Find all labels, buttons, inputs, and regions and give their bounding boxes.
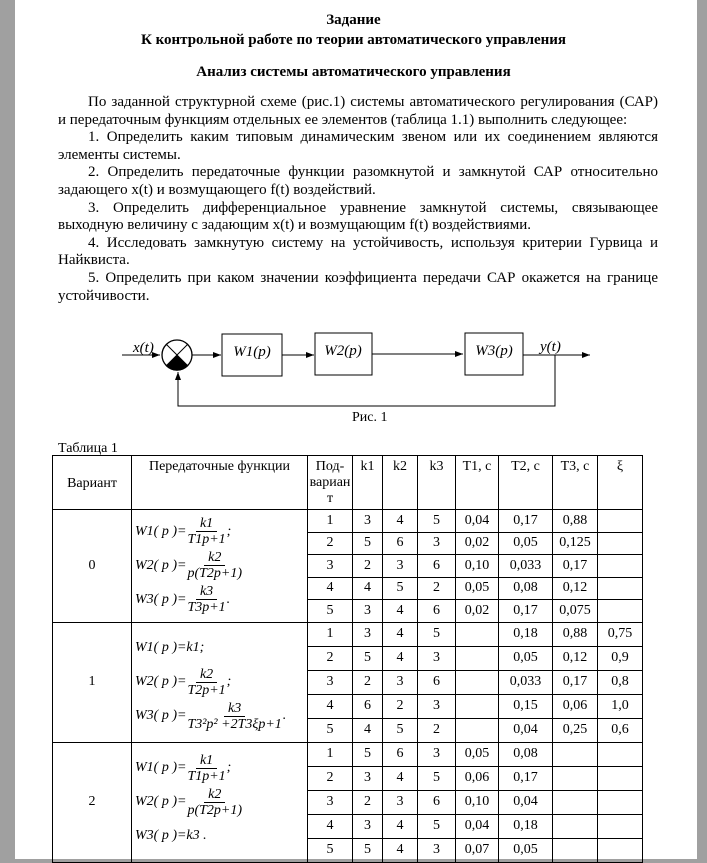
- formula-lhs: W3( p )=: [135, 708, 187, 723]
- svg-text:W2(p): W2(p): [324, 343, 362, 359]
- table-cell: 0,18: [499, 622, 553, 646]
- table-cell: 3: [353, 766, 383, 790]
- table-title: Таблица 1: [58, 441, 118, 456]
- table-cell: 0,18: [499, 814, 553, 838]
- table-cell: [553, 766, 598, 790]
- table-cell: 4: [353, 718, 383, 742]
- variant-number: 0: [53, 510, 132, 623]
- table-cell: 5: [353, 838, 383, 862]
- table-cell: 0,04: [456, 510, 499, 533]
- column-header: ξ: [598, 456, 643, 510]
- formula: [135, 515, 307, 549]
- table-cell: 1,0: [598, 694, 643, 718]
- table-cell: 5: [353, 532, 383, 555]
- table-cell: [598, 532, 643, 555]
- table-cell: 0,125: [553, 532, 598, 555]
- table-cell: 0,15: [499, 694, 553, 718]
- table-cell: 6: [418, 600, 456, 623]
- numerator: k3: [224, 701, 245, 717]
- table-cell: 0,25: [553, 718, 598, 742]
- denominator: p(T2p+1): [187, 802, 242, 818]
- table-cell: 4: [383, 646, 418, 670]
- table-cell: 5: [308, 838, 353, 862]
- table-cell: 0,12: [553, 577, 598, 600]
- formula: [135, 583, 307, 617]
- formula-lhs: W1( p )=: [135, 523, 187, 539]
- table-cell: 0,02: [456, 600, 499, 623]
- table-cell: 2: [418, 577, 456, 600]
- table-cell: 0,05: [456, 742, 499, 766]
- table-cell: 1: [308, 742, 353, 766]
- table-cell: 3: [308, 790, 353, 814]
- table-row: [53, 622, 643, 646]
- fraction: [187, 701, 281, 732]
- table-cell: 5: [308, 718, 353, 742]
- table-cell: 0,12: [553, 646, 598, 670]
- formula: [135, 819, 307, 853]
- table-cell: 6: [418, 555, 456, 578]
- table-cell: 0,17: [499, 510, 553, 533]
- formula-lhs: W2( p )=: [135, 674, 187, 689]
- table-cell: 3: [383, 670, 418, 694]
- formula-end: .: [226, 591, 231, 607]
- column-header: T1, с: [456, 456, 499, 510]
- svg-text:W1(p): W1(p): [233, 344, 271, 360]
- table-cell: 3: [353, 600, 383, 623]
- table-cell: 2: [383, 694, 418, 718]
- doc-subtitle: К контрольной работе по теории автоматического управления: [140, 32, 567, 48]
- table-cell: 6: [383, 532, 418, 555]
- table-cell: 5: [418, 510, 456, 533]
- table-cell: 4: [308, 577, 353, 600]
- table-cell: 2: [308, 646, 353, 670]
- table-cell: 4: [353, 577, 383, 600]
- table-cell: [598, 766, 643, 790]
- table-cell: 4: [308, 694, 353, 718]
- table-cell: 0,17: [499, 766, 553, 790]
- column-header: T2, с: [499, 456, 553, 510]
- summing-junction: [162, 340, 192, 371]
- table-cell: 2: [308, 766, 353, 790]
- table-cell: 0,17: [499, 600, 553, 623]
- table-cell: 2: [353, 555, 383, 578]
- column-header: k3: [418, 456, 456, 510]
- denominator: T3²p² +2T3ξp+1: [187, 716, 282, 732]
- formula-lhs: W1( p )=k1;: [135, 640, 205, 655]
- table-cell: 3: [353, 622, 383, 646]
- task-item: 2. Определить передаточные функции разомкнутой и замкнутой САР относительно задающего x(t) и возмущающего f(t) воздействий.: [58, 164, 658, 198]
- table-cell: 3: [418, 742, 456, 766]
- numerator: k2: [204, 550, 225, 566]
- table-cell: 4: [383, 600, 418, 623]
- fraction: [187, 753, 225, 784]
- table-row: [53, 510, 643, 533]
- formula: [135, 751, 307, 785]
- table-cell: 2: [353, 670, 383, 694]
- denominator: T3p+1: [187, 600, 226, 616]
- formula-lhs: W2( p )=: [135, 557, 187, 573]
- column-header: Передаточные функции: [132, 456, 308, 510]
- table-cell: [598, 555, 643, 578]
- table-cell: 4: [308, 814, 353, 838]
- intro-paragraph: По заданной структурной схеме (рис.1) системы автоматического регулирования (САР) и передаточным функциям отдельных ее элементов (таблица 1.1) выполнить следующее:: [58, 94, 658, 128]
- table-cell: [456, 670, 499, 694]
- denominator: T1p+1: [187, 768, 226, 784]
- table-cell: 3: [353, 814, 383, 838]
- column-header: T3, с: [553, 456, 598, 510]
- formula-lhs: W3( p )=: [135, 591, 187, 607]
- table-cell: 0,88: [553, 510, 598, 533]
- feedback-line: [178, 355, 555, 406]
- table-cell: 0,04: [499, 718, 553, 742]
- variant-number: 2: [53, 742, 132, 862]
- table-cell: [598, 742, 643, 766]
- column-header: Под-вариан т: [308, 456, 353, 510]
- table-cell: 3: [383, 555, 418, 578]
- table-cell: 0,07: [456, 838, 499, 862]
- doc-title: Задание: [326, 12, 381, 28]
- formula: [135, 549, 307, 583]
- numerator: k2: [196, 667, 217, 683]
- input-label: x(t): [133, 340, 154, 356]
- fraction: [187, 584, 225, 615]
- table-cell: [598, 790, 643, 814]
- table-cell: 2: [308, 532, 353, 555]
- formula-end: ;: [226, 760, 232, 775]
- table-cell: [553, 742, 598, 766]
- formula-end: ;: [226, 523, 232, 539]
- formula-end: .: [282, 708, 287, 723]
- numerator: k2: [204, 787, 225, 803]
- formula-lhs: W1( p )=: [135, 760, 187, 775]
- table-cell: 3: [418, 646, 456, 670]
- task-text: [58, 94, 658, 305]
- table-cell: [598, 577, 643, 600]
- table-cell: [598, 600, 643, 623]
- table-cell: 2: [418, 718, 456, 742]
- table-cell: 4: [383, 838, 418, 862]
- table-cell: [456, 646, 499, 670]
- denominator: p(T2p+1): [187, 566, 242, 582]
- table-cell: 0,06: [456, 766, 499, 790]
- table-cell: [598, 838, 643, 862]
- formula: [135, 631, 307, 665]
- numerator: k1: [196, 753, 217, 769]
- fraction: [187, 516, 225, 547]
- table-cell: 6: [383, 742, 418, 766]
- table-cell: 3: [418, 838, 456, 862]
- table-cell: 6: [418, 670, 456, 694]
- table-row: [53, 742, 643, 766]
- table-cell: [553, 814, 598, 838]
- table-cell: 5: [383, 577, 418, 600]
- numerator: k3: [196, 584, 217, 600]
- transfer-functions: [132, 622, 308, 742]
- table-cell: 0,05: [499, 838, 553, 862]
- formula-lhs: W2( p )=: [135, 794, 187, 809]
- table-cell: 0,05: [499, 532, 553, 555]
- denominator: T2p+1: [187, 682, 226, 698]
- table-cell: 3: [418, 532, 456, 555]
- table-cell: 6: [353, 694, 383, 718]
- table-cell: 4: [383, 814, 418, 838]
- table-cell: 4: [383, 622, 418, 646]
- table-cell: 0,075: [553, 600, 598, 623]
- column-header: k2: [383, 456, 418, 510]
- task-item: 5. Определить при каком значении коэффициента передачи САР окажется на границе устойчивости.: [58, 269, 658, 304]
- table-cell: 0,06: [553, 694, 598, 718]
- table-cell: [553, 838, 598, 862]
- table-cell: 3: [383, 790, 418, 814]
- formula: [135, 699, 307, 733]
- numerator: k1: [196, 516, 217, 532]
- formula: [135, 665, 307, 699]
- table-cell: 6: [418, 790, 456, 814]
- formula-lhs: W3( p )=k3 .: [135, 828, 207, 843]
- fraction: [187, 667, 225, 698]
- table-cell: 3: [308, 670, 353, 694]
- column-header: k1: [353, 456, 383, 510]
- table-cell: [456, 718, 499, 742]
- block-diagram: [0, 330, 707, 410]
- table-cell: 0,9: [598, 646, 643, 670]
- task-item: 1. Определить каким типовым динамическим звеном или их соединением являются элементы системы.: [58, 129, 658, 163]
- formula: [135, 785, 307, 819]
- section-title: Анализ системы автоматического управления: [196, 64, 511, 80]
- table-cell: 0,04: [499, 790, 553, 814]
- table-cell: 5: [383, 718, 418, 742]
- denominator: T1p+1: [187, 532, 226, 548]
- table-cell: 0,88: [553, 622, 598, 646]
- table-cell: 0,033: [499, 555, 553, 578]
- table-cell: [456, 694, 499, 718]
- table-cell: 0,04: [456, 814, 499, 838]
- table-cell: 5: [418, 622, 456, 646]
- figure-caption: Рис. 1: [352, 410, 388, 425]
- table-cell: 0,05: [456, 577, 499, 600]
- table-cell: 0,75: [598, 622, 643, 646]
- table-cell: 0,05: [499, 646, 553, 670]
- table-cell: 4: [383, 510, 418, 533]
- table-cell: 0,6: [598, 718, 643, 742]
- table-cell: 0,033: [499, 670, 553, 694]
- output-label: y(t): [540, 339, 561, 355]
- table-cell: 3: [308, 555, 353, 578]
- table-cell: 0,10: [456, 790, 499, 814]
- table-cell: 5: [308, 600, 353, 623]
- table-cell: 0,08: [499, 577, 553, 600]
- table-cell: 0,17: [553, 555, 598, 578]
- table-cell: [553, 790, 598, 814]
- table-cell: 0,17: [553, 670, 598, 694]
- column-header: Вариант: [53, 456, 132, 510]
- table-cell: 4: [383, 766, 418, 790]
- task-item: 4. Исследовать замкнутую систему на устойчивость, используя критерии Гурвица и Найквиста.: [58, 234, 658, 269]
- table-cell: 3: [353, 510, 383, 533]
- table-cell: 1: [308, 510, 353, 533]
- table-cell: 0,10: [456, 555, 499, 578]
- transfer-functions: [132, 510, 308, 623]
- table-cell: 5: [418, 814, 456, 838]
- table-cell: [456, 622, 499, 646]
- table-cell: 0,8: [598, 670, 643, 694]
- table-cell: 5: [353, 646, 383, 670]
- table-cell: 1: [308, 622, 353, 646]
- svg-text:W3(p): W3(p): [475, 343, 513, 359]
- formula-end: ;: [226, 674, 232, 689]
- table-cell: [598, 814, 643, 838]
- table-cell: 5: [353, 742, 383, 766]
- table-cell: 2: [353, 790, 383, 814]
- fraction: [187, 550, 242, 581]
- transfer-functions: [132, 742, 308, 862]
- task-item: 3. Определить дифференциальное уравнение замкнутой системы, связывающее выходную величину с задающим x(t) и возмущающим f(t) воздействиями.: [58, 199, 658, 234]
- table-cell: 0,02: [456, 532, 499, 555]
- table-cell: 5: [418, 766, 456, 790]
- table-cell: [598, 510, 643, 533]
- fraction: [187, 787, 242, 818]
- table-cell: 0,08: [499, 742, 553, 766]
- variants-table: [52, 455, 643, 863]
- variant-number: 1: [53, 622, 132, 742]
- table-cell: 3: [418, 694, 456, 718]
